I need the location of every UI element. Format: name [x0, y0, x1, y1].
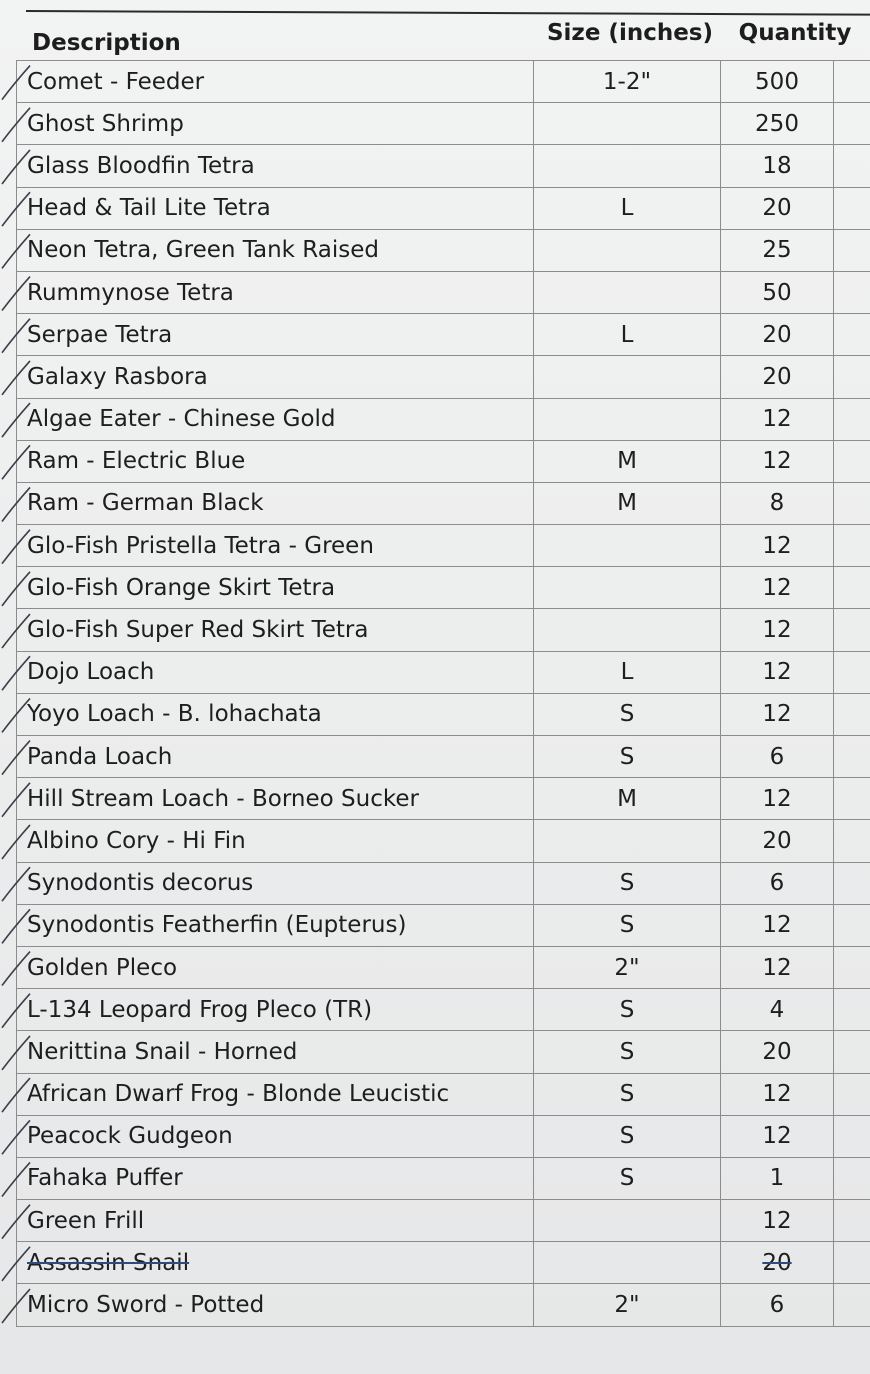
- quantity-cell: [721, 946, 834, 988]
- description-cell-text: Comet - Feeder: [27, 68, 205, 95]
- table-row: [17, 356, 870, 398]
- size-cell: [534, 609, 721, 651]
- blank-cell: [834, 440, 870, 482]
- blank-cell: [834, 693, 870, 735]
- description-cell: [17, 778, 534, 820]
- blank-cell: [834, 1115, 870, 1157]
- description-cell: [17, 356, 534, 398]
- size-cell: [534, 736, 721, 778]
- quantity-cell-text: 12: [762, 1123, 792, 1150]
- quantity-cell-text: 6: [769, 743, 785, 770]
- table-row: [17, 1242, 870, 1284]
- blank-cell: [834, 1284, 870, 1326]
- quantity-cell-text: 4: [769, 996, 785, 1023]
- quantity-cell-text: 12: [762, 532, 792, 559]
- table-row: [17, 440, 870, 482]
- description-cell-text: Neon Tetra, Green Tank Raised: [27, 237, 379, 264]
- blank-cell: [834, 989, 870, 1031]
- table-row: [17, 567, 870, 609]
- size-cell: [534, 271, 721, 313]
- description-cell-text: Synodontis decorus: [27, 870, 254, 897]
- quantity-cell-text: 20: [762, 195, 792, 222]
- blank-cell: [834, 398, 870, 440]
- quantity-cell: [721, 609, 834, 651]
- header-quantity: Quantity: [738, 20, 852, 46]
- quantity-cell-text: 25: [762, 237, 792, 264]
- table-row: [17, 398, 870, 440]
- description-cell-text: Golden Pleco: [27, 954, 178, 981]
- size-cell: [534, 187, 721, 229]
- table-row: [17, 1200, 870, 1242]
- description-cell: [17, 989, 534, 1031]
- quantity-cell: [721, 61, 834, 103]
- quantity-cell-text: 12: [762, 912, 792, 939]
- size-cell: [534, 1284, 721, 1326]
- size-cell: [534, 482, 721, 524]
- table-row: [17, 271, 870, 313]
- size-cell: [534, 651, 721, 693]
- description-cell: [17, 61, 534, 103]
- size-cell-text: L: [620, 659, 634, 686]
- size-cell-text: S: [619, 743, 635, 770]
- size-cell: [534, 61, 721, 103]
- size-cell: [534, 946, 721, 988]
- size-cell-text: 2": [614, 1292, 640, 1319]
- quantity-cell-text: 20: [762, 1038, 792, 1065]
- quantity-cell: [721, 736, 834, 778]
- quantity-cell-text: 12: [762, 448, 792, 475]
- size-cell: [534, 904, 721, 946]
- description-cell: [17, 862, 534, 904]
- description-cell-text: Albino Cory - Hi Fin: [27, 827, 246, 854]
- size-cell-text: M: [617, 448, 637, 475]
- description-cell: [17, 103, 534, 145]
- description-cell-text: Synodontis Featherfin (Eupterus): [27, 912, 407, 939]
- blank-cell: [834, 1242, 870, 1284]
- description-cell-text: Panda Loach: [27, 743, 173, 770]
- description-cell: [17, 736, 534, 778]
- quantity-cell: [721, 1242, 834, 1284]
- blank-cell: [834, 651, 870, 693]
- blank-cell: [834, 271, 870, 313]
- blank-cell: [834, 1073, 870, 1115]
- quantity-cell-text: 18: [762, 152, 792, 179]
- quantity-cell: [721, 398, 834, 440]
- size-cell-text: M: [617, 490, 637, 517]
- blank-cell: [834, 904, 870, 946]
- description-cell: [17, 904, 534, 946]
- size-cell-text: S: [619, 1165, 635, 1192]
- table-row: [17, 525, 870, 567]
- quantity-cell-text: 12: [762, 406, 792, 433]
- quantity-cell: [721, 651, 834, 693]
- description-cell: [17, 946, 534, 988]
- description-cell-text: Nerittina Snail - Horned: [27, 1038, 298, 1065]
- description-cell: [17, 398, 534, 440]
- description-cell: [17, 525, 534, 567]
- quantity-cell: [721, 482, 834, 524]
- size-cell-text: S: [619, 1038, 635, 1065]
- table-row: [17, 946, 870, 988]
- description-cell-text: Ghost Shrimp: [27, 110, 184, 137]
- order-table: [16, 14, 870, 1327]
- quantity-cell-text: 20: [762, 363, 792, 390]
- description-cell: [17, 1284, 534, 1326]
- quantity-cell-text: 12: [762, 1081, 792, 1108]
- quantity-cell-text: 6: [769, 870, 785, 897]
- blank-cell: [834, 145, 870, 187]
- header-description: Description: [32, 30, 181, 56]
- description-cell-text: L-134 Leopard Frog Pleco (TR): [27, 996, 373, 1023]
- quantity-cell-text: 8: [769, 490, 785, 517]
- quantity-cell-text: 12: [762, 785, 792, 812]
- description-cell-text: Dojo Loach: [27, 659, 155, 686]
- description-cell-text: Hill Stream Loach - Borneo Sucker: [27, 785, 419, 812]
- description-cell: [17, 482, 534, 524]
- description-cell-text: Fahaka Puffer: [27, 1165, 183, 1192]
- size-cell: [534, 1157, 721, 1199]
- size-cell: [534, 398, 721, 440]
- items-table: [16, 60, 870, 1327]
- size-cell: [534, 145, 721, 187]
- description-cell: [17, 1115, 534, 1157]
- size-cell-text: M: [617, 785, 637, 812]
- description-cell-text: Peacock Gudgeon: [27, 1123, 233, 1150]
- description-cell: [17, 1242, 534, 1284]
- table-row: [17, 862, 870, 904]
- blank-cell: [834, 525, 870, 567]
- quantity-cell-text: 12: [762, 701, 792, 728]
- size-cell: [534, 103, 721, 145]
- blank-cell: [834, 862, 870, 904]
- blank-cell: [834, 61, 870, 103]
- description-cell-text: Galaxy Rasbora: [27, 363, 208, 390]
- size-cell-text: S: [619, 996, 635, 1023]
- size-cell: [534, 567, 721, 609]
- blank-cell: [834, 736, 870, 778]
- table-row: [17, 1115, 870, 1157]
- quantity-cell: [721, 820, 834, 862]
- size-cell-text: S: [619, 1123, 635, 1150]
- size-cell-text: 1-2": [602, 68, 652, 95]
- description-cell: [17, 693, 534, 735]
- quantity-cell-text: 12: [762, 659, 792, 686]
- size-cell: [534, 1073, 721, 1115]
- quantity-cell: [721, 1284, 834, 1326]
- description-cell: [17, 1200, 534, 1242]
- size-cell-text: S: [619, 912, 635, 939]
- description-cell: [17, 271, 534, 313]
- blank-cell: [834, 778, 870, 820]
- size-cell: [534, 1115, 721, 1157]
- quantity-cell-text: 50: [762, 279, 792, 306]
- quantity-cell: [721, 1157, 834, 1199]
- quantity-cell-text: 1: [769, 1165, 785, 1192]
- description-cell-text: Algae Eater - Chinese Gold: [27, 406, 336, 433]
- table-row: [17, 1157, 870, 1199]
- size-cell: [534, 820, 721, 862]
- quantity-cell: [721, 314, 834, 356]
- description-cell-text: Glo-Fish Orange Skirt Tetra: [27, 574, 336, 601]
- quantity-cell: [721, 271, 834, 313]
- blank-cell: [834, 820, 870, 862]
- header-size: Size (inches): [546, 20, 714, 46]
- description-cell: [17, 820, 534, 862]
- quantity-cell: [721, 1200, 834, 1242]
- description-cell: [17, 1073, 534, 1115]
- blank-cell: [834, 103, 870, 145]
- table-row: [17, 1284, 870, 1326]
- table-row: [17, 61, 870, 103]
- description-cell: [17, 567, 534, 609]
- description-cell-text: Micro Sword - Potted: [27, 1292, 265, 1319]
- quantity-cell-text: 20: [762, 1249, 792, 1276]
- description-cell-text: Serpae Tetra: [27, 321, 173, 348]
- description-cell: [17, 651, 534, 693]
- size-cell-text: S: [619, 701, 635, 728]
- quantity-cell: [721, 229, 834, 271]
- blank-cell: [834, 609, 870, 651]
- description-cell: [17, 1157, 534, 1199]
- size-cell-text: L: [620, 195, 634, 222]
- blank-cell: [834, 229, 870, 271]
- quantity-cell: [721, 1073, 834, 1115]
- size-cell: [534, 1200, 721, 1242]
- description-cell-text: Assassin Snail: [27, 1249, 190, 1276]
- blank-cell: [834, 567, 870, 609]
- size-cell: [534, 778, 721, 820]
- quantity-cell: [721, 1031, 834, 1073]
- table-row: [17, 736, 870, 778]
- blank-cell: [834, 1031, 870, 1073]
- blank-cell: [834, 482, 870, 524]
- quantity-cell-text: 500: [755, 68, 799, 95]
- table-row: [17, 1031, 870, 1073]
- table-row: [17, 229, 870, 271]
- blank-cell: [834, 1157, 870, 1199]
- size-cell: [534, 693, 721, 735]
- description-cell-text: Green Frill: [27, 1207, 145, 1234]
- table-row: [17, 103, 870, 145]
- size-cell: [534, 1031, 721, 1073]
- description-cell: [17, 314, 534, 356]
- quantity-cell-text: 20: [762, 321, 792, 348]
- quantity-cell: [721, 567, 834, 609]
- table-row: [17, 314, 870, 356]
- blank-cell: [834, 187, 870, 229]
- blank-cell: [834, 1200, 870, 1242]
- table-row: [17, 693, 870, 735]
- quantity-cell-text: 20: [762, 827, 792, 854]
- description-cell-text: Ram - Electric Blue: [27, 448, 246, 475]
- size-cell: [534, 989, 721, 1031]
- size-cell-text: 2": [614, 954, 640, 981]
- size-cell: [534, 525, 721, 567]
- quantity-cell: [721, 145, 834, 187]
- size-cell: [534, 356, 721, 398]
- description-cell-text: Glass Bloodfin Tetra: [27, 152, 255, 179]
- quantity-cell: [721, 904, 834, 946]
- quantity-cell-text: 12: [762, 574, 792, 601]
- quantity-cell-text: 12: [762, 954, 792, 981]
- table-row: [17, 609, 870, 651]
- quantity-cell-text: 250: [755, 110, 799, 137]
- quantity-cell-text: 12: [762, 617, 792, 644]
- description-cell-text: Glo-Fish Pristella Tetra - Green: [27, 532, 374, 559]
- quantity-cell: [721, 778, 834, 820]
- description-cell-text: Ram - German Black: [27, 490, 264, 517]
- size-cell: [534, 862, 721, 904]
- blank-cell: [834, 946, 870, 988]
- blank-cell: [834, 314, 870, 356]
- quantity-cell: [721, 525, 834, 567]
- quantity-cell: [721, 989, 834, 1031]
- description-cell: [17, 229, 534, 271]
- table-row: [17, 187, 870, 229]
- description-cell: [17, 440, 534, 482]
- size-cell: [534, 1242, 721, 1284]
- size-cell-text: L: [620, 321, 634, 348]
- description-cell-text: African Dwarf Frog - Blonde Leucistic: [27, 1081, 450, 1108]
- table-row: [17, 778, 870, 820]
- description-cell-text: Glo-Fish Super Red Skirt Tetra: [27, 617, 369, 644]
- quantity-cell: [721, 187, 834, 229]
- size-cell-text: S: [619, 1081, 635, 1108]
- description-cell: [17, 187, 534, 229]
- table-row: [17, 145, 870, 187]
- description-cell: [17, 145, 534, 187]
- quantity-cell: [721, 440, 834, 482]
- quantity-cell: [721, 356, 834, 398]
- size-cell: [534, 314, 721, 356]
- table-row: [17, 904, 870, 946]
- table-row: [17, 820, 870, 862]
- size-cell: [534, 440, 721, 482]
- description-cell-text: Head & Tail Lite Tetra: [27, 195, 271, 222]
- description-cell: [17, 1031, 534, 1073]
- table-row: [17, 651, 870, 693]
- table-row: [17, 1073, 870, 1115]
- quantity-cell: [721, 862, 834, 904]
- description-cell-text: Rummynose Tetra: [27, 279, 234, 306]
- description-cell: [17, 609, 534, 651]
- table-row: [17, 482, 870, 524]
- table-header: [16, 14, 870, 60]
- quantity-cell: [721, 103, 834, 145]
- size-cell-text: S: [619, 870, 635, 897]
- size-cell: [534, 229, 721, 271]
- quantity-cell-text: 6: [769, 1292, 785, 1319]
- quantity-cell: [721, 1115, 834, 1157]
- quantity-cell-text: 12: [762, 1207, 792, 1234]
- quantity-cell: [721, 693, 834, 735]
- description-cell-text: Yoyo Loach - B. lohachata: [27, 701, 322, 728]
- blank-cell: [834, 356, 870, 398]
- table-row: [17, 989, 870, 1031]
